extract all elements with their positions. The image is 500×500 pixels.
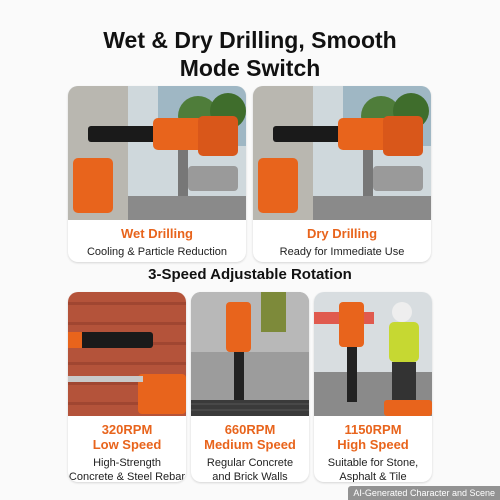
dry-drilling-photo <box>253 86 431 220</box>
headline-line-1: Wet & Dry Drilling, Smooth <box>103 27 397 53</box>
headline <box>0 26 500 82</box>
wet-drilling-photo <box>68 86 246 220</box>
headline-line-2: Mode Switch <box>179 55 321 81</box>
high-speed-label: High Speed <box>337 437 409 452</box>
medium-speed-photo <box>191 292 309 416</box>
low-speed-line-2: Concrete & Steel Rebar <box>68 471 186 482</box>
high-speed-card <box>314 292 432 482</box>
wet-drilling-title: Wet Drilling <box>121 226 193 241</box>
medium-speed-label: Medium Speed <box>204 437 296 452</box>
low-speed-label: Low Speed <box>92 437 162 452</box>
high-speed-photo <box>314 292 432 416</box>
low-speed-line-1: High-Strength <box>93 457 161 469</box>
wet-drilling-subtitle: Cooling & Particle Reduction <box>86 246 228 258</box>
ai-generated-watermark: AI-Generated Character and Scene <box>348 486 500 500</box>
low-speed-rpm: 320RPM <box>101 422 153 437</box>
low-speed-card <box>68 292 186 482</box>
wet-drilling-card <box>68 86 246 262</box>
dry-drilling-subtitle: Ready for Immediate Use <box>279 246 405 258</box>
medium-speed-line-1: Regular Concrete <box>206 457 294 469</box>
dry-drilling-card <box>253 86 431 262</box>
high-speed-line-2: Asphalt & Tile <box>339 471 407 482</box>
high-speed-rpm: 1150RPM <box>344 422 402 437</box>
medium-speed-line-2: and Brick Walls <box>212 471 288 482</box>
low-speed-photo <box>68 292 186 416</box>
high-speed-line-1: Suitable for Stone, <box>327 457 419 469</box>
medium-speed-rpm: 660RPM <box>224 422 276 437</box>
dry-drilling-title: Dry Drilling <box>306 226 378 241</box>
speeds-section-title: 3-Speed Adjustable Rotation <box>148 266 352 283</box>
medium-speed-card <box>191 292 309 482</box>
